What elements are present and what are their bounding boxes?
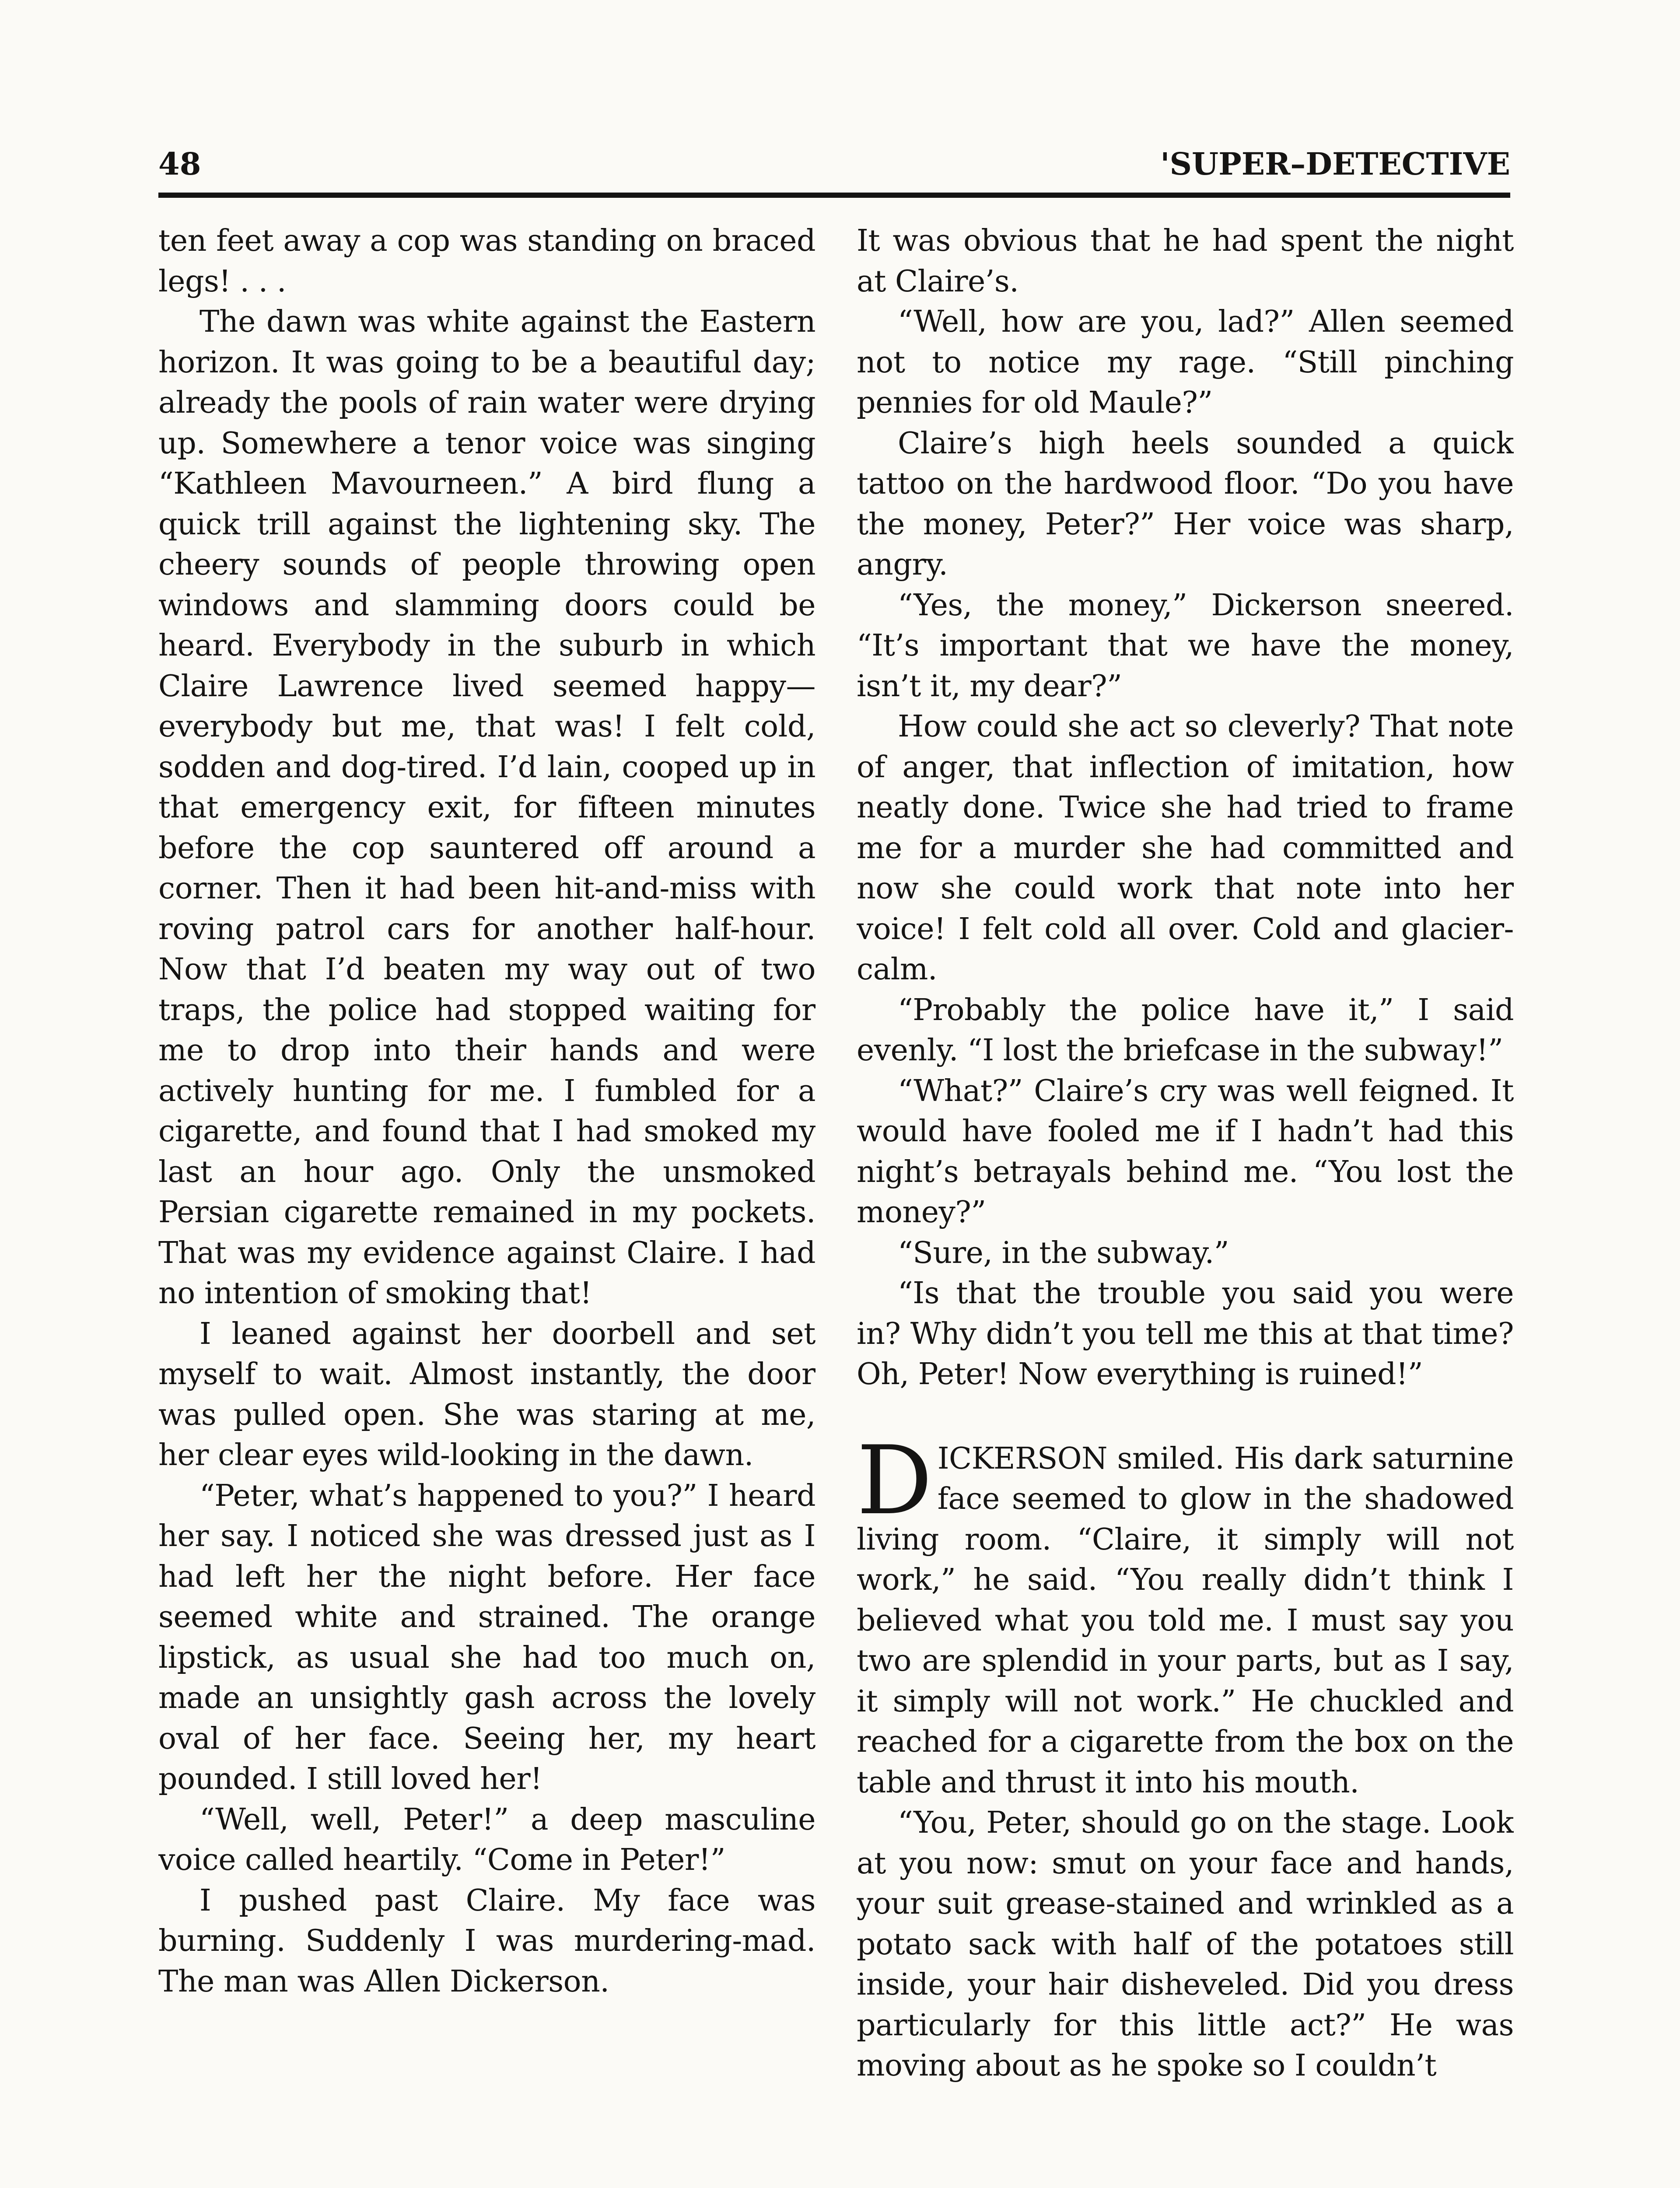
section-start-paragraph — [857, 1425, 1514, 1803]
paragraph: I pushed past Claire. My face was burning. Suddenly I was murdering-mad. The man was Allen Dickerson. — [158, 1883, 816, 1999]
paragraph: The dawn was white against the Eastern horizon. It was going to be a beautiful day; already the pools of rain water were drying up. Somewhere a tenor voice was singing “Kathleen Mavourneen.” A bird flung a quick trill against the lightening sky. The cheery sounds of people throwing open windows and slamming doors could be heard. Everybody in the suburb in which Claire Lawrence lived seemed happy—everybody but me, that was! I felt cold, sodden and dog-tired. I’d lain, cooped up in that emergency exit, for fifteen minutes before the cop sauntered off around a corner. Then it had been hit-and-miss with roving patrol cars for another half-hour. Now that I’d beaten my way out of two traps, the police had stopped waiting for me to drop into their hands and were actively hunting for me. I fumbled for a cigarette, and found that I had smoked my last an hour ago. Only the unsmoked Persian cigarette remained in my pockets. That was my evidence against Claire. I had no intention of smoking that! — [158, 305, 816, 1311]
paragraph: “You, Peter, should go on the stage. Look at you now: smut on your face and hands, your suit grease-stained and wrinkled as a potato sack with half of the potatoes still inside, your hair disheveled. Did you dress particularly for this little act?” He was moving about as he spoke so I couldn’t — [857, 1806, 1514, 2083]
left-column — [158, 221, 816, 2188]
paragraph: I leaned against her doorbell and set myself to wait. Almost instantly, the door was pulled open. She was staring at me, her clear eyes wild-looking in the dawn. — [158, 1316, 816, 1473]
paragraph: “Well, how are you, lad?” Allen seemed not to notice my rage. “Still pinching pennies for old Maule?” — [857, 305, 1514, 420]
paragraph: “Peter, what’s happened to you?” I heard her say. I noticed she was dressed just as I had left her the night before. Her face seemed white and strained. The orange lipstick, as usual she had too much on, made an unsightly gash across the lovely oval of her face. Seeing her, my heart pounded. I still loved her! — [158, 1478, 816, 1796]
paragraph: It was obvious that he had spent the night at Claire’s. — [857, 224, 1514, 299]
page-number: 48 — [158, 146, 201, 182]
paragraph: “Yes, the money,” Dickerson sneered. “It’s important that we have the money, isn’t it, my dear?” — [857, 588, 1514, 704]
paragraph: “Sure, in the subway.” — [898, 1235, 1229, 1270]
running-title: 'SUPER–DETECTIVE — [1160, 146, 1510, 182]
paragraph: “Probably the police have it,” I said evenly. “I lost the briefcase in the subway!” — [857, 992, 1514, 1068]
drop-cap: D — [857, 1425, 932, 1536]
paragraph: “Well, well, Peter!” a deep masculine voice called heartily. “Come in Peter!” — [158, 1802, 816, 1877]
header-rule — [158, 193, 1510, 198]
paragraph: Claire’s high heels sounded a quick tattoo on the hardwood floor. “Do you have the money, Peter?” Her voice was sharp, angry. — [857, 426, 1514, 582]
paragraph: “Is that the trouble you said you were in? Why didn’t you tell me this at that time? Oh, Peter! Now everything is ruined!” — [857, 1276, 1514, 1392]
page-header — [158, 131, 1510, 182]
paragraph: ten feet away a cop was standing on braced legs! . . . — [158, 224, 816, 299]
paragraph: “What?” Claire’s cry was well feigned. It would have fooled me if I hadn’t had this night’s betrayals behind me. “You lost the money?” — [857, 1073, 1514, 1230]
section-start-text: ICKERSON smiled. His dark saturnine face seemed to glow in the shadowed living room. “Claire, it simply will not work,” he said. “You really didn’t think I believed what you told me. I must say you two are splendid in your parts, but as I say, it simply will not work.” He chuckled and reached for a cigarette from the box on the table and thrust it into his mouth. — [857, 1441, 1514, 1800]
paragraph: How could she act so cleverly? That note of anger, that inflection of imitation, how neatly done. Twice she had tried to frame me for a murder she had committed and now she could work that note into her voice! I felt cold all over. Cold and glacier-calm. — [857, 709, 1514, 987]
right-column — [857, 221, 1514, 2188]
